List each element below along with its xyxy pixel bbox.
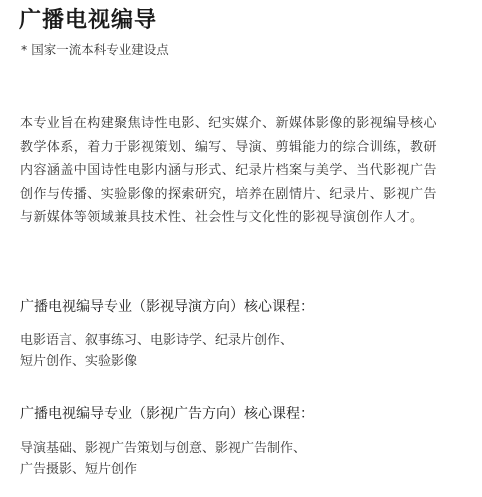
intro-line: 教学体系，着力于影视策划、编写、导演、剪辑能力的综合训练，教研 xyxy=(20,139,437,155)
intro-line: 内容涵盖中国诗性电影内涵与形式、纪录片档案与美学、当代影视广告 xyxy=(20,163,437,178)
program-intro xyxy=(20,112,470,230)
course-list-directing xyxy=(20,330,470,372)
section-heading-directing: 广播电视编导专业（影视导演方向）核心课程： xyxy=(20,299,314,315)
page-subtitle: * 国家一流本科专业建设点 xyxy=(21,42,169,57)
intro-line: 本专业旨在构建聚焦诗性电影、纪实媒介、新媒体影像的影视编导核心 xyxy=(20,116,437,131)
course-line: 短片创作、实验影像 xyxy=(20,354,138,369)
course-list-advertising xyxy=(20,438,470,480)
intro-line: 创作与传播、实验影像的探索研究，培养在剧情片、纪录片、影视广告 xyxy=(20,186,437,202)
course-line: 导演基础、影视广告策划与创意、影视广告制作、 xyxy=(20,441,307,456)
course-line: 电影语言、叙事练习、电影诗学、纪录片创作、 xyxy=(20,333,294,348)
page-title: 广播电视编导 xyxy=(19,8,158,33)
section-heading-advertising: 广播电视编导专业（影视广告方向）核心课程： xyxy=(20,406,314,422)
intro-line: 与新媒体等领域兼具技术性、社会性与文化性的影视导演创作人才。 xyxy=(20,210,424,225)
course-line: 广告摄影、短片创作 xyxy=(20,462,138,477)
